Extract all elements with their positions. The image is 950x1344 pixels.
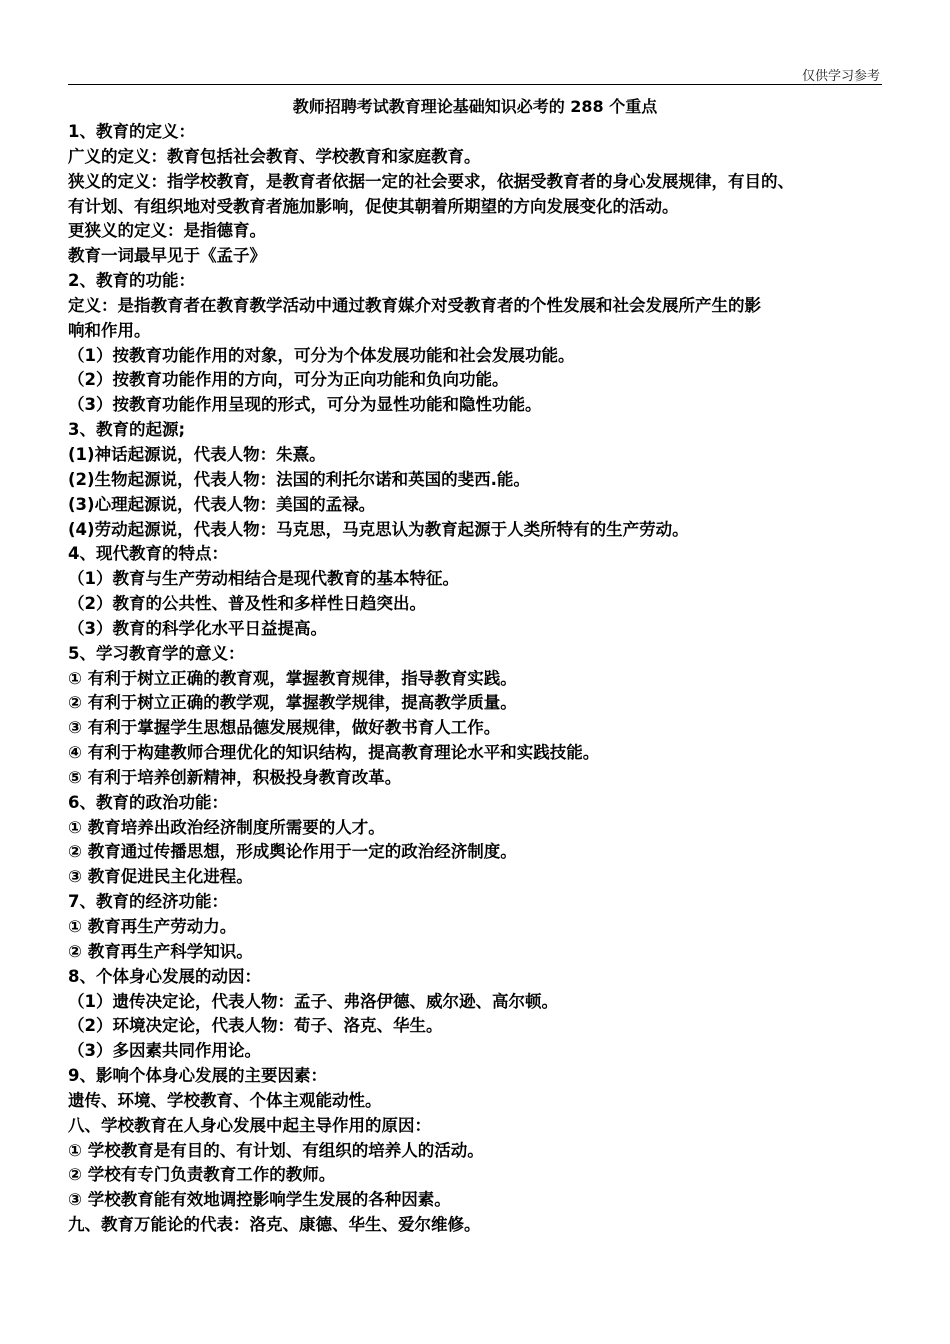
text-line: （3）多因素共同作用论。 <box>68 1041 261 1061</box>
text-line: ① 教育再生产劳动力。 <box>68 917 237 936</box>
text-line: （3）按教育功能作用呈现的形式，可分为显性功能和隐性功能。 <box>68 395 542 415</box>
text-line: ② 教育通过传播思想，形成舆论作用于一定的政治经济制度。 <box>68 842 517 862</box>
text-line: 广义的定义：教育包括社会教育、学校教育和家庭教育。 <box>68 146 481 166</box>
text-line: (3)心理起源说，代表人物：美国的孟禄。 <box>68 494 376 514</box>
text-line: 3、教育的起源; <box>68 420 186 440</box>
text-line: ① 教育培养出政治经济制度所需要的人才。 <box>68 817 385 837</box>
text-line: 有计划、有组织地对受教育者施加影响，促使其朝着所期望的方向发展变化的活动。 <box>68 196 679 216</box>
text-line: (1)神话起源说，代表人物：朱熹。 <box>68 444 326 464</box>
text-line: （1）按教育功能作用的对象，可分为个体发展功能和社会发展功能。 <box>68 345 575 365</box>
text-line: 2、教育的功能： <box>68 271 195 291</box>
text-line: 遗传、环境、学校教育、个体主观能动性。 <box>68 1090 382 1110</box>
text-line: ① 有利于树立正确的教育观，掌握教育规律，指导教育实践。 <box>68 668 517 688</box>
text-line: 八、学校教育在人身心发展中起主导作用的原因： <box>68 1115 431 1135</box>
text-line: 6、教育的政治功能： <box>68 792 228 812</box>
text-line: ③ 教育促进民主化进程。 <box>68 867 253 887</box>
text-line: ⑤ 有利于培养创新精神，积极投身教育改革。 <box>68 767 402 787</box>
document-body <box>68 120 888 1238</box>
text-line: 定义：是指教育者在教育教学活动中通过教育媒介对受教育者的个性发展和社会发展所产生的影 <box>68 295 761 315</box>
text-line: （1）遗传决定论，代表人物：孟子、弗洛伊德、威尔逊、高尔顿。 <box>68 991 558 1011</box>
text-line: （1）教育与生产劳动相结合是现代教育的基本特征。 <box>68 569 459 589</box>
text-line: 9、影响个体身心发展的主要因素： <box>68 1066 327 1086</box>
text-line: 8、个体身心发展的动因： <box>68 966 261 986</box>
header-note: 仅供学习参考 <box>801 69 880 84</box>
text-line: 狭义的定义：指学校教育，是教育者依据一定的社会要求，依据受教育者的身心发展规律，有目的、 <box>68 171 794 191</box>
text-line: ③ 学校教育能有效地调控影响学生发展的各种因素。 <box>68 1190 451 1210</box>
text-line: 4、现代教育的特点： <box>68 544 228 564</box>
text-line: 1、教育的定义： <box>68 122 195 141</box>
text-line: 更狭义的定义：是指德育。 <box>68 221 266 241</box>
text-line: ② 有利于树立正确的教学观，掌握教学规律，提高教学质量。 <box>68 693 517 713</box>
document-title: 教师招聘考试教育理论基础知识必考的 288 个重点 <box>292 97 658 116</box>
text-line: （2）按教育功能作用的方向，可分为正向功能和负向功能。 <box>68 370 509 390</box>
text-line: (2)生物起源说，代表人物：法国的利托尔诺和英国的斐西.能。 <box>68 469 530 489</box>
text-line: （2）环境决定论，代表人物：荀子、洛克、华生。 <box>68 1016 443 1036</box>
header-rule <box>68 84 882 85</box>
text-line: （2）教育的公共性、普及性和多样性日趋突出。 <box>68 594 426 614</box>
text-line: 5、学习教育学的意义： <box>68 643 245 663</box>
text-line: ③ 有利于掌握学生思想品德发展规律，做好教书育人工作。 <box>68 718 501 738</box>
text-line: 九、教育万能论的代表：洛克、康德、华生、爱尔维修。 <box>68 1215 481 1235</box>
text-line: 7、教育的经济功能： <box>68 892 228 912</box>
text-line: ② 教育再生产科学知识。 <box>68 941 253 961</box>
text-line: 响和作用。 <box>68 320 151 340</box>
text-line: （3）教育的科学化水平日益提高。 <box>68 618 327 638</box>
text-line: ④ 有利于构建教师合理优化的知识结构，提高教育理论水平和实践技能。 <box>68 743 600 763</box>
text-line: 教育一词最早见于《孟子》 <box>68 246 266 266</box>
text-line: ① 学校教育是有目的、有计划、有组织的培养人的活动。 <box>68 1140 484 1160</box>
text-line: ② 学校有专门负责教育工作的教师。 <box>68 1165 336 1185</box>
text-line: (4)劳动起源说，代表人物：马克思，马克思认为教育起源于人类所特有的生产劳动。 <box>68 519 689 539</box>
